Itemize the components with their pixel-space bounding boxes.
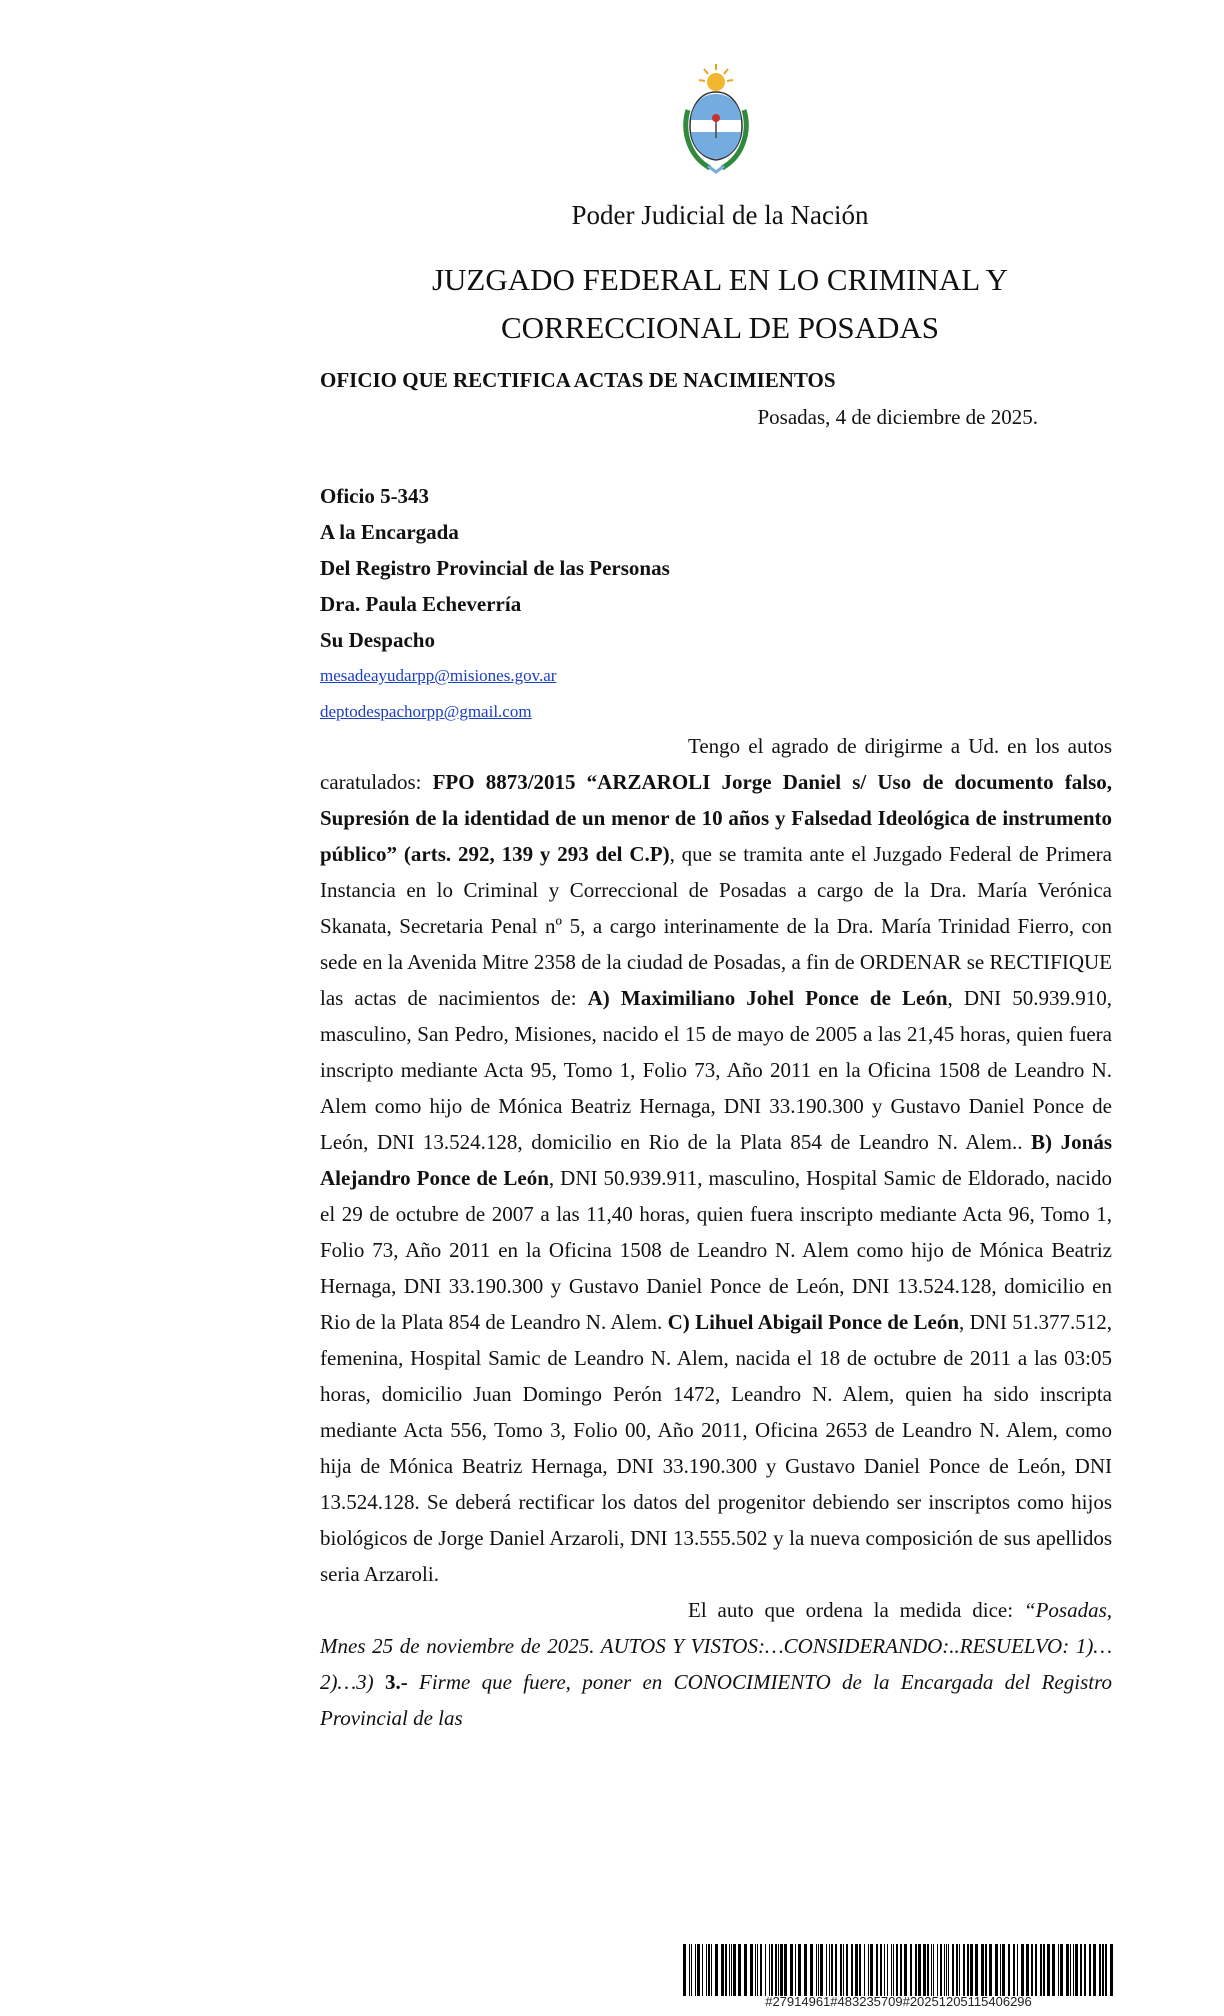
barcode-bar xyxy=(1031,1944,1033,1996)
barcode-bar xyxy=(1013,1944,1015,1996)
barcode-bar xyxy=(757,1944,758,1996)
barcode-bar xyxy=(1089,1944,1091,1996)
barcode-bar xyxy=(868,1944,869,1996)
barcode-bar xyxy=(697,1944,700,1996)
barcode-bar xyxy=(721,1944,724,1996)
barcode-bar xyxy=(1110,1944,1113,1996)
barcode-bar xyxy=(1047,1944,1050,1996)
paragraph-main xyxy=(320,728,1112,1592)
argentina-coat-of-arms-icon xyxy=(680,60,752,176)
barcode-bar xyxy=(760,1944,762,1996)
barcode-bar xyxy=(1052,1944,1055,1996)
barcode-bar xyxy=(1093,1944,1096,1996)
barcode-bar xyxy=(904,1944,907,1996)
court-title-line1: JUZGADO FEDERAL EN LO CRIMINAL Y xyxy=(431,262,1009,297)
barcode-bar xyxy=(963,1944,965,1996)
barcode-bar xyxy=(1102,1944,1104,1996)
quote-intro: El auto que ordena la medida dice: xyxy=(688,1598,1024,1622)
barcode-bar xyxy=(918,1944,921,1996)
barcode-bar xyxy=(927,1944,929,1996)
barcode-bar xyxy=(900,1944,902,1996)
barcode-bar xyxy=(1080,1944,1082,1996)
addressee-line3: Dra. Paula Echeverría xyxy=(320,592,522,616)
addressee-line4: Su Despacho xyxy=(320,628,435,652)
barcode-bar xyxy=(1026,1944,1029,1996)
barcode-bar xyxy=(896,1944,898,1996)
barcode-bar xyxy=(846,1944,848,1996)
barcode-bar xyxy=(870,1944,873,1996)
paragraph-quote xyxy=(320,1592,1112,1736)
person-a-text: , DNI 50.939.910, masculino, San Pedro, Misiones, nacido el 15 de mayo de 2005 a las 21,45 horas, quien fuera inscripto mediante Acta 95, Tomo 1, Folio 73, Año 2011 en la Oficina 1508 de Leandro N. Alem como hijo de Mónica Beatriz Hernaga, DNI 33.190.300 y Gustavo Daniel Ponce de León, DNI 13.524.128, domicilio en Rio de la Plata 854 de Leandro N. Alem.. xyxy=(320,986,1112,1154)
barcode-bar xyxy=(944,1944,945,1996)
barcode-bar xyxy=(1070,1944,1071,1996)
barcode-bar xyxy=(893,1944,894,1996)
barcode-bar xyxy=(691,1944,692,1996)
case-text: , que se tramita ante el Juzgado Federal de Primera Instancia en lo Criminal y Correccional de Posadas a cargo de la Dra. María Verónica Skanata, Secretaria Penal nº 5, a cargo interinamente de la Dra. María Trinidad Fierro, con sede en la Avenida Mitre 2358 de la ciudad de Posadas, a fin de ORDENAR se RECTIFIQUE las actas de nacimientos de: xyxy=(320,842,1113,1010)
barcode-bar xyxy=(771,1944,773,1996)
barcode-bar xyxy=(1105,1944,1107,1996)
barcode-bar xyxy=(887,1944,888,1996)
barcode-number: #27914961#483235709#20251205115406296 xyxy=(765,1994,1032,2009)
barcode-bar xyxy=(738,1944,741,1996)
barcode-bar xyxy=(1060,1944,1063,1996)
email-link-1[interactable]: mesadeayudarpp@misiones.gov.ar xyxy=(320,666,557,685)
barcode-bar xyxy=(876,1944,878,1996)
barcode-bar xyxy=(826,1944,827,1996)
barcode-bar xyxy=(725,1944,727,1996)
barcode-bar xyxy=(1043,1944,1045,1996)
barcode-bar xyxy=(750,1944,753,1996)
barcode-bar xyxy=(1017,1944,1018,1996)
barcode-bar xyxy=(981,1944,984,1996)
barcode-bar xyxy=(769,1944,770,1996)
barcode-bar xyxy=(855,1944,858,1996)
document-body xyxy=(320,728,1112,1736)
addressee-block xyxy=(320,478,1112,730)
barcode-bar xyxy=(708,1944,710,1996)
date-line: Posadas, 4 de diciembre de 2025. xyxy=(757,405,1038,429)
person-c-name: C) Lihuel Abigail Ponce de León xyxy=(667,1310,960,1334)
barcode-bar xyxy=(948,1944,949,1996)
barcode-bar xyxy=(831,1944,833,1996)
barcode-bar xyxy=(810,1944,813,1996)
barcode-bar xyxy=(715,1944,718,1996)
case-caption: FPO 8873/2015 “ARZAROLI Jorge Daniel s/ Uso de documento falso, Supresión de la identidad de un menor de 10 años y Falsedad Ideológica de instrumento público” (arts. 292, 139 y 293 del C.P) xyxy=(320,770,1113,866)
barcode-bar xyxy=(711,1944,712,1996)
barcode-bar xyxy=(910,1944,912,1996)
barcode-bar xyxy=(859,1944,861,1996)
barcode-bar xyxy=(959,1944,960,1996)
barcode-bar xyxy=(1008,1944,1010,1996)
person-b-text: , DNI 50.939.911, masculino, Hospital Samic de Eldorado, nacido el 29 de octubre de 2007 a las 11,40 horas, quien fuera inscripto mediante Acta 96, Tomo 1, Folio 73, Año 2011 en la Oficina 1508 de Leandro N. Alem como hijo de Mónica Beatriz Hernaga, DNI 33.190.300 y Gustavo Daniel Ponce de León, DNI 13.524.128, domicilio en Rio de la Plata 854 de Leandro N. Alem. xyxy=(320,1166,1112,1334)
barcode-bar xyxy=(967,1944,969,1996)
barcode-bar xyxy=(975,1944,978,1996)
barcode-bar xyxy=(804,1944,807,1996)
addressee-line1: A la Encargada xyxy=(320,520,459,544)
barcode-bar xyxy=(843,1944,844,1996)
barcode-bar xyxy=(864,1944,865,1996)
barcode-bar xyxy=(829,1944,830,1996)
barcode-bar xyxy=(816,1944,817,1996)
barcode-bar xyxy=(790,1944,793,1996)
barcode-bar xyxy=(880,1944,882,1996)
person-c-text: , DNI 51.377.512, femenina, Hospital Samic de Leandro N. Alem, nacida el 18 de octubre de 2011 a las 03:05 horas, domicilio Juan Domingo Perón 1472, Leandro N. Alem, quien ha sido inscripta mediante Acta 556, Tomo 3, Folio 00, Año 2011, Oficina 2653 de Leandro N. Alem, como hija de Mónica Beatriz Hernaga, DNI 33.190.300 y Gustavo Daniel Ponce de León, DNI 13.524.128. Se deberá rectificar los datos del progenitor debiendo ser inscriptos como hijos biológicos de Jorge Daniel Arzaroli, DNI 13.555.502 y la nueva composición de sus apellidos seria Arzaroli. xyxy=(320,1310,1112,1586)
barcode-bar xyxy=(970,1944,973,1996)
barcode-bar xyxy=(1058,1944,1059,1996)
barcode-bar xyxy=(851,1944,853,1996)
barcode-bar xyxy=(689,1944,690,1996)
barcode-bar xyxy=(755,1944,756,1996)
barcode-bar xyxy=(835,1944,837,1996)
barcode-bar xyxy=(915,1944,917,1996)
barcode-bar xyxy=(923,1944,926,1996)
document-barcode xyxy=(683,1944,1114,1996)
barcode-bar xyxy=(706,1944,707,1996)
court-title xyxy=(320,256,1120,352)
intro-text: Tengo el agrado de dirigirme a Ud. en los autos caratulados: xyxy=(320,734,1112,794)
barcode-bar xyxy=(1084,1944,1086,1996)
barcode-bar xyxy=(1073,1944,1074,1996)
barcode-bar xyxy=(784,1944,787,1996)
barcode-bar xyxy=(683,1944,686,1996)
barcode-bar xyxy=(778,1944,779,1996)
barcode-bar xyxy=(956,1944,958,1996)
barcode-bar xyxy=(931,1944,932,1996)
barcode-bar xyxy=(733,1944,736,1996)
quote-item-number: 3.- xyxy=(384,1670,408,1694)
barcode-bar xyxy=(937,1944,938,1996)
barcode-bar xyxy=(933,1944,934,1996)
barcode-bar xyxy=(731,1944,732,1996)
oficio-number: Oficio 5-343 xyxy=(320,484,430,508)
barcode-bar xyxy=(1066,1944,1069,1996)
court-name: Poder Judicial de la Nación xyxy=(571,200,869,230)
email-link-2[interactable]: deptodespachorpp@gmail.com xyxy=(320,702,532,721)
barcode-bar xyxy=(840,1944,842,1996)
barcode-bar xyxy=(795,1944,796,1996)
person-b-name: B) Jonás Alejandro Ponce de León xyxy=(320,1130,1112,1190)
barcode-bar xyxy=(952,1944,954,1996)
barcode-bar xyxy=(1021,1944,1024,1996)
barcode-bar xyxy=(775,1944,777,1996)
barcode-bar xyxy=(884,1944,885,1996)
barcode-bar xyxy=(940,1944,942,1996)
barcode-bar xyxy=(729,1944,730,1996)
barcode-bar xyxy=(891,1944,892,1996)
barcode-bar xyxy=(695,1944,696,1996)
barcode-bar xyxy=(1002,1944,1005,1996)
barcode-bar xyxy=(1000,1944,1001,1996)
quote-text-1: “Posadas, Mnes 25 de noviembre de 2025. AUTOS Y VISTOS:…CONSIDERANDO:..RESUELVO: 1)…2)…3) xyxy=(320,1598,1112,1694)
addressee-line2: Del Registro Provincial de las Personas xyxy=(320,556,670,580)
barcode-bar xyxy=(820,1944,823,1996)
barcode-bar xyxy=(1040,1944,1042,1996)
barcode-bar xyxy=(995,1944,998,1996)
barcode-bar xyxy=(818,1944,819,1996)
barcode-bar xyxy=(780,1944,783,1996)
barcode-bar xyxy=(946,1944,947,1996)
barcode-bar xyxy=(798,1944,801,1996)
court-title-line2: CORRECCIONAL DE POSADAS xyxy=(500,310,940,345)
barcode-bar xyxy=(985,1944,987,1996)
barcode-bar xyxy=(1035,1944,1037,1996)
sun-emblem xyxy=(699,64,733,91)
barcode-bar xyxy=(989,1944,992,1996)
barcode-bar xyxy=(1075,1944,1078,1996)
barcode-bar xyxy=(702,1944,703,1996)
person-a-name: A) Maximiliano Johel Ponce de León xyxy=(587,986,948,1010)
document-title: OFICIO QUE RECTIFICA ACTAS DE NACIMIENTOS xyxy=(320,368,836,392)
barcode-bar xyxy=(765,1944,766,1996)
quote-text-2: Firme que fuere, poner en CONOCIMIENTO de la Encargada del Registro Provincial de las xyxy=(320,1670,1112,1730)
barcode-bar xyxy=(744,1944,747,1996)
barcode-bar xyxy=(1099,1944,1101,1996)
